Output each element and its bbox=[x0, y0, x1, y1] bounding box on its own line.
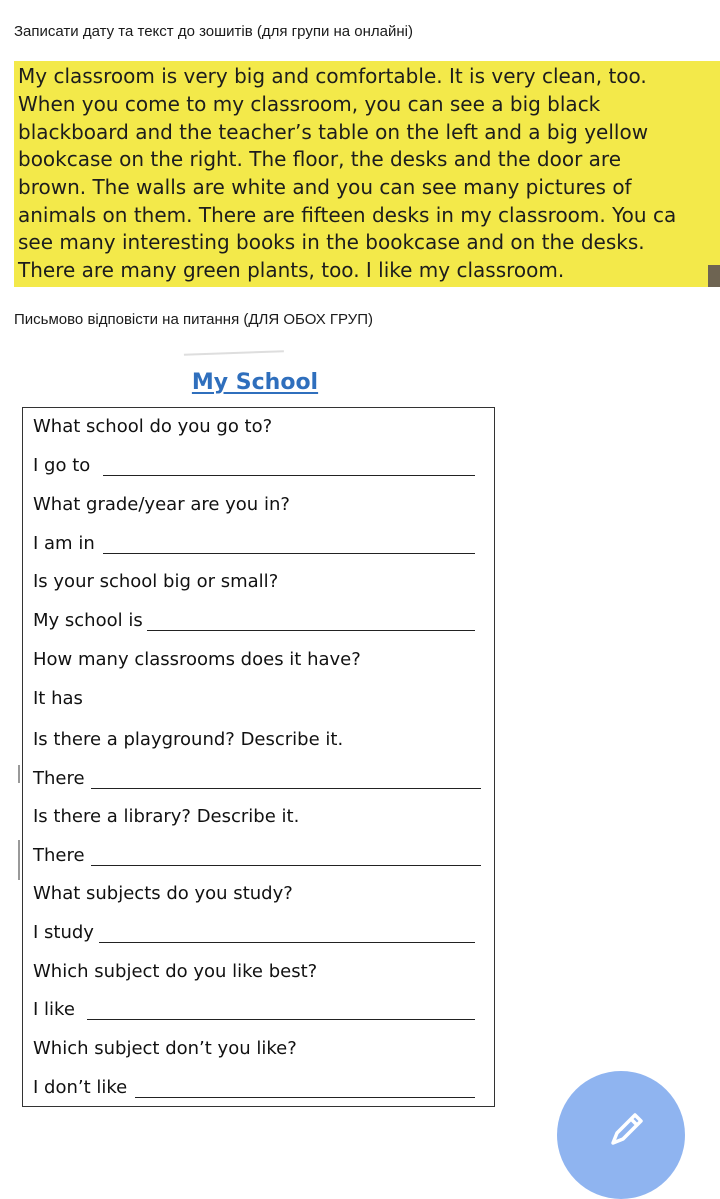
answer-prompt: It has bbox=[33, 688, 83, 709]
answer-line bbox=[91, 788, 481, 789]
question-row bbox=[33, 961, 488, 991]
question-row bbox=[33, 883, 488, 913]
corner-mark bbox=[708, 265, 720, 287]
answer-prompt: I go to bbox=[33, 455, 91, 476]
answer-prompt: I study bbox=[33, 922, 94, 943]
answer-row bbox=[33, 610, 488, 640]
answer-line bbox=[103, 475, 475, 476]
passage-line: When you come to my classroom, you can see a big black bbox=[18, 92, 601, 116]
answer-line bbox=[135, 1097, 475, 1098]
answer-prompt: I don’t like bbox=[33, 1077, 128, 1098]
question-text: Is your school big or small? bbox=[33, 571, 279, 592]
passage-line: My classroom is very big and comfortable. It is very clean, too. bbox=[18, 64, 647, 88]
answer-prompt: My school is bbox=[33, 610, 143, 631]
answer-prompt: There bbox=[33, 768, 85, 789]
question-row bbox=[33, 1038, 488, 1068]
worksheet-title: My School bbox=[191, 370, 319, 395]
question-text: What subjects do you study? bbox=[33, 883, 293, 904]
question-text: How many classrooms does it have? bbox=[33, 649, 361, 670]
question-row bbox=[33, 806, 488, 836]
answer-line bbox=[87, 1019, 475, 1020]
answer-prompt: I am in bbox=[33, 533, 95, 554]
answer-row bbox=[33, 768, 488, 798]
scan-mark bbox=[18, 840, 20, 880]
answer-row bbox=[33, 999, 488, 1029]
question-text: Which subject do you like best? bbox=[33, 961, 318, 982]
edit-fab-button[interactable] bbox=[557, 1071, 685, 1199]
pencil-icon bbox=[607, 1109, 647, 1149]
question-text: Is there a library? Describe it. bbox=[33, 806, 300, 827]
passage-line: bookcase on the right. The floor, the desks and the door are bbox=[18, 147, 622, 171]
passage-line: There are many green plants, too. I like my classroom. bbox=[18, 258, 565, 282]
answer-line bbox=[147, 630, 475, 631]
question-row bbox=[33, 494, 488, 524]
answer-line bbox=[103, 553, 475, 554]
passage-line: blackboard and the teacher’s table on the left and a big yellow bbox=[18, 120, 649, 144]
instruction-answer-text: Письмово відповісти на питання (ДЛЯ ОБОХ ГРУП) bbox=[14, 311, 373, 328]
answer-row bbox=[33, 922, 488, 952]
answer-row bbox=[33, 533, 488, 563]
scan-smudge bbox=[184, 350, 284, 361]
worksheet-box bbox=[22, 407, 495, 1107]
question-text: Is there a playground? Describe it. bbox=[33, 729, 344, 750]
answer-row bbox=[33, 455, 488, 485]
question-text: What school do you go to? bbox=[33, 416, 273, 437]
answer-row bbox=[33, 845, 488, 875]
question-row bbox=[33, 729, 488, 759]
worksheet bbox=[14, 346, 496, 1116]
answer-prompt: I like bbox=[33, 999, 75, 1020]
question-text: Which subject don’t you like? bbox=[33, 1038, 297, 1059]
answer-row bbox=[33, 1077, 488, 1107]
answer-row bbox=[33, 688, 488, 718]
answer-prompt: There bbox=[33, 845, 85, 866]
question-row bbox=[33, 416, 488, 446]
instruction-copy-text: Записати дату та текст до зошитів (для групи на онлайні) bbox=[14, 23, 414, 40]
answer-line bbox=[91, 865, 481, 866]
question-text: What grade/year are you in? bbox=[33, 494, 290, 515]
passage-line: see many interesting books in the bookcase and on the desks. bbox=[18, 230, 645, 254]
answer-line bbox=[99, 942, 475, 943]
passage-line: animals on them. There are fifteen desks in my classroom. You ca bbox=[18, 203, 677, 227]
passage-line: brown. The walls are white and you can see many pictures of bbox=[18, 175, 632, 199]
scan-mark bbox=[18, 765, 20, 783]
reading-passage bbox=[14, 61, 720, 287]
question-row bbox=[33, 571, 488, 601]
question-row bbox=[33, 649, 488, 679]
